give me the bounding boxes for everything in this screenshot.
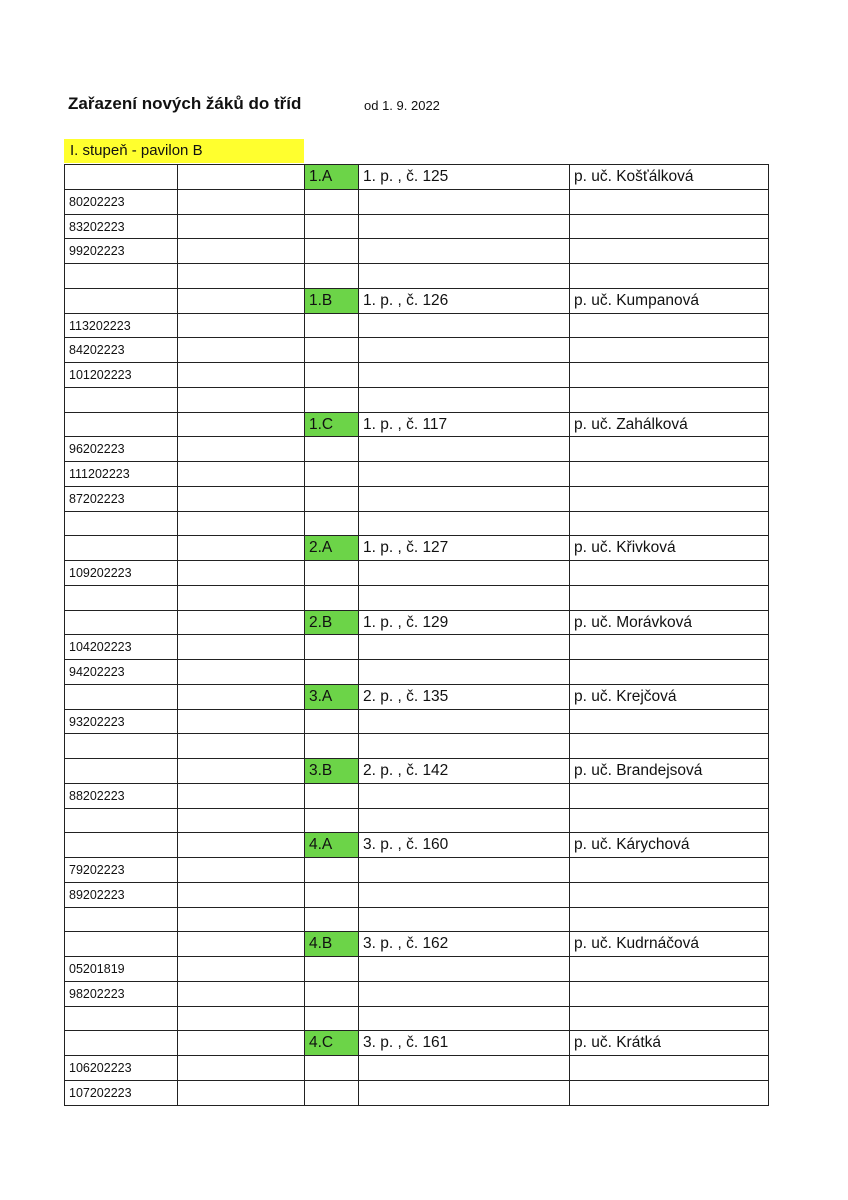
empty-cell: [177, 461, 305, 487]
empty-cell: [569, 981, 769, 1007]
empty-cell: [177, 288, 305, 314]
empty-cell: [177, 387, 305, 413]
empty-cell: [304, 486, 359, 512]
empty-cell: [177, 238, 305, 264]
empty-cell: [358, 783, 570, 809]
empty-cell: [177, 189, 305, 215]
empty-cell: [304, 560, 359, 586]
empty-cell: [304, 238, 359, 264]
student-code: 101202223: [64, 362, 178, 388]
empty-cell: [177, 1030, 305, 1056]
empty-cell: [177, 1055, 305, 1081]
student-code: 79202223: [64, 857, 178, 883]
empty-cell: [358, 585, 570, 611]
empty-cell: [304, 783, 359, 809]
empty-cell: [358, 263, 570, 289]
class-room: 3. p. , č. 160: [358, 832, 570, 858]
student-code: 111202223: [64, 461, 178, 487]
empty-cell: [177, 907, 305, 933]
empty-cell: [304, 362, 359, 388]
section-header: I. stupeň - pavilon B: [64, 139, 304, 163]
class-name: 2.B: [304, 610, 359, 636]
empty-cell: [304, 511, 359, 537]
student-code: 83202223: [64, 214, 178, 240]
empty-cell: [177, 857, 305, 883]
empty-cell: [358, 1055, 570, 1081]
empty-cell: [358, 1006, 570, 1032]
student-code: 05201819: [64, 956, 178, 982]
empty-cell: [177, 610, 305, 636]
empty-cell: [358, 1080, 570, 1106]
student-code: 98202223: [64, 981, 178, 1007]
empty-cell: [358, 634, 570, 660]
empty-cell: [304, 263, 359, 289]
empty-cell: [358, 238, 570, 264]
empty-cell: [358, 733, 570, 759]
student-code: 96202223: [64, 436, 178, 462]
empty-cell: [64, 585, 178, 611]
class-name: 1.C: [304, 412, 359, 438]
class-teacher: p. uč. Morávková: [569, 610, 769, 636]
empty-cell: [569, 907, 769, 933]
empty-cell: [64, 387, 178, 413]
empty-cell: [177, 1006, 305, 1032]
empty-cell: [177, 709, 305, 735]
empty-cell: [304, 436, 359, 462]
class-room: 1. p. , č. 117: [358, 412, 570, 438]
empty-cell: [64, 1030, 178, 1056]
empty-cell: [304, 659, 359, 685]
class-name: 4.B: [304, 931, 359, 957]
empty-cell: [64, 907, 178, 933]
empty-cell: [64, 412, 178, 438]
empty-cell: [358, 956, 570, 982]
empty-cell: [64, 758, 178, 784]
class-room: 3. p. , č. 162: [358, 931, 570, 957]
empty-cell: [177, 981, 305, 1007]
empty-cell: [569, 733, 769, 759]
empty-cell: [304, 882, 359, 908]
class-teacher: p. uč. Kárychová: [569, 832, 769, 858]
class-room: 1. p. , č. 126: [358, 288, 570, 314]
class-room: 1. p. , č. 127: [358, 535, 570, 561]
empty-cell: [304, 634, 359, 660]
empty-cell: [64, 832, 178, 858]
empty-cell: [64, 511, 178, 537]
empty-cell: [177, 659, 305, 685]
empty-cell: [304, 709, 359, 735]
empty-cell: [177, 832, 305, 858]
empty-cell: [177, 535, 305, 561]
class-teacher: p. uč. Brandejsová: [569, 758, 769, 784]
empty-cell: [358, 857, 570, 883]
empty-cell: [304, 956, 359, 982]
class-name: 1.A: [304, 164, 359, 190]
empty-cell: [304, 337, 359, 363]
empty-cell: [304, 189, 359, 215]
class-name: 2.A: [304, 535, 359, 561]
empty-cell: [569, 882, 769, 908]
class-teacher: p. uč. Krejčová: [569, 684, 769, 710]
class-teacher: p. uč. Kudrnáčová: [569, 931, 769, 957]
empty-cell: [569, 263, 769, 289]
student-code: 109202223: [64, 560, 178, 586]
empty-cell: [569, 709, 769, 735]
class-name: 3.A: [304, 684, 359, 710]
empty-cell: [304, 808, 359, 834]
student-code: 89202223: [64, 882, 178, 908]
empty-cell: [569, 313, 769, 339]
empty-cell: [304, 1080, 359, 1106]
student-code: 113202223: [64, 313, 178, 339]
effective-date: od 1. 9. 2022: [364, 98, 440, 113]
class-room: 2. p. , č. 135: [358, 684, 570, 710]
empty-cell: [358, 882, 570, 908]
empty-cell: [177, 486, 305, 512]
class-name: 3.B: [304, 758, 359, 784]
empty-cell: [177, 684, 305, 710]
empty-cell: [177, 585, 305, 611]
empty-cell: [569, 461, 769, 487]
empty-cell: [304, 857, 359, 883]
empty-cell: [304, 214, 359, 240]
empty-cell: [569, 1006, 769, 1032]
empty-cell: [177, 214, 305, 240]
student-code: 88202223: [64, 783, 178, 809]
empty-cell: [358, 486, 570, 512]
empty-cell: [569, 1055, 769, 1081]
empty-cell: [304, 907, 359, 933]
empty-cell: [177, 511, 305, 537]
empty-cell: [569, 486, 769, 512]
student-code: 87202223: [64, 486, 178, 512]
empty-cell: [64, 931, 178, 957]
student-code: 84202223: [64, 337, 178, 363]
empty-cell: [569, 337, 769, 363]
empty-cell: [358, 387, 570, 413]
empty-cell: [304, 981, 359, 1007]
empty-cell: [569, 560, 769, 586]
empty-cell: [177, 1080, 305, 1106]
empty-cell: [177, 758, 305, 784]
empty-cell: [177, 263, 305, 289]
empty-cell: [358, 214, 570, 240]
empty-cell: [177, 634, 305, 660]
empty-cell: [177, 412, 305, 438]
empty-cell: [177, 362, 305, 388]
empty-cell: [569, 1080, 769, 1106]
empty-cell: [177, 313, 305, 339]
empty-cell: [358, 709, 570, 735]
class-teacher: p. uč. Zahálková: [569, 412, 769, 438]
empty-cell: [358, 907, 570, 933]
empty-cell: [64, 733, 178, 759]
empty-cell: [569, 857, 769, 883]
class-teacher: p. uč. Krátká: [569, 1030, 769, 1056]
student-code: 107202223: [64, 1080, 178, 1106]
empty-cell: [304, 1055, 359, 1081]
student-code: 106202223: [64, 1055, 178, 1081]
empty-cell: [304, 733, 359, 759]
class-room: 1. p. , č. 129: [358, 610, 570, 636]
empty-cell: [304, 461, 359, 487]
empty-cell: [569, 362, 769, 388]
empty-cell: [569, 511, 769, 537]
empty-cell: [569, 189, 769, 215]
empty-cell: [358, 436, 570, 462]
empty-cell: [358, 659, 570, 685]
empty-cell: [569, 387, 769, 413]
empty-cell: [64, 288, 178, 314]
empty-cell: [177, 560, 305, 586]
empty-cell: [177, 783, 305, 809]
empty-cell: [304, 387, 359, 413]
empty-cell: [358, 461, 570, 487]
student-code: 104202223: [64, 634, 178, 660]
empty-cell: [569, 238, 769, 264]
student-code: 99202223: [64, 238, 178, 264]
empty-cell: [177, 808, 305, 834]
empty-cell: [358, 808, 570, 834]
empty-cell: [569, 783, 769, 809]
class-name: 1.B: [304, 288, 359, 314]
empty-cell: [569, 436, 769, 462]
empty-cell: [358, 313, 570, 339]
class-room: 2. p. , č. 142: [358, 758, 570, 784]
class-name: 4.C: [304, 1030, 359, 1056]
empty-cell: [569, 956, 769, 982]
empty-cell: [358, 560, 570, 586]
empty-cell: [64, 808, 178, 834]
empty-cell: [177, 164, 305, 190]
empty-cell: [64, 1006, 178, 1032]
class-room: 1. p. , č. 125: [358, 164, 570, 190]
empty-cell: [569, 634, 769, 660]
empty-cell: [304, 1006, 359, 1032]
empty-cell: [177, 882, 305, 908]
page-title: Zařazení nových žáků do tříd: [68, 94, 302, 113]
class-room: 3. p. , č. 161: [358, 1030, 570, 1056]
empty-cell: [177, 956, 305, 982]
empty-cell: [177, 931, 305, 957]
empty-cell: [64, 535, 178, 561]
empty-cell: [64, 263, 178, 289]
empty-cell: [64, 610, 178, 636]
empty-cell: [569, 585, 769, 611]
empty-cell: [358, 337, 570, 363]
empty-cell: [569, 214, 769, 240]
empty-cell: [177, 436, 305, 462]
empty-cell: [358, 189, 570, 215]
class-teacher: p. uč. Košťálková: [569, 164, 769, 190]
empty-cell: [569, 659, 769, 685]
empty-cell: [569, 808, 769, 834]
class-teacher: p. uč. Křivková: [569, 535, 769, 561]
class-teacher: p. uč. Kumpanová: [569, 288, 769, 314]
empty-cell: [358, 511, 570, 537]
empty-cell: [358, 362, 570, 388]
empty-cell: [177, 337, 305, 363]
student-code: 94202223: [64, 659, 178, 685]
empty-cell: [304, 585, 359, 611]
empty-cell: [304, 313, 359, 339]
class-name: 4.A: [304, 832, 359, 858]
empty-cell: [358, 981, 570, 1007]
empty-cell: [177, 733, 305, 759]
empty-cell: [64, 164, 178, 190]
empty-cell: [64, 684, 178, 710]
student-code: 93202223: [64, 709, 178, 735]
student-code: 80202223: [64, 189, 178, 215]
